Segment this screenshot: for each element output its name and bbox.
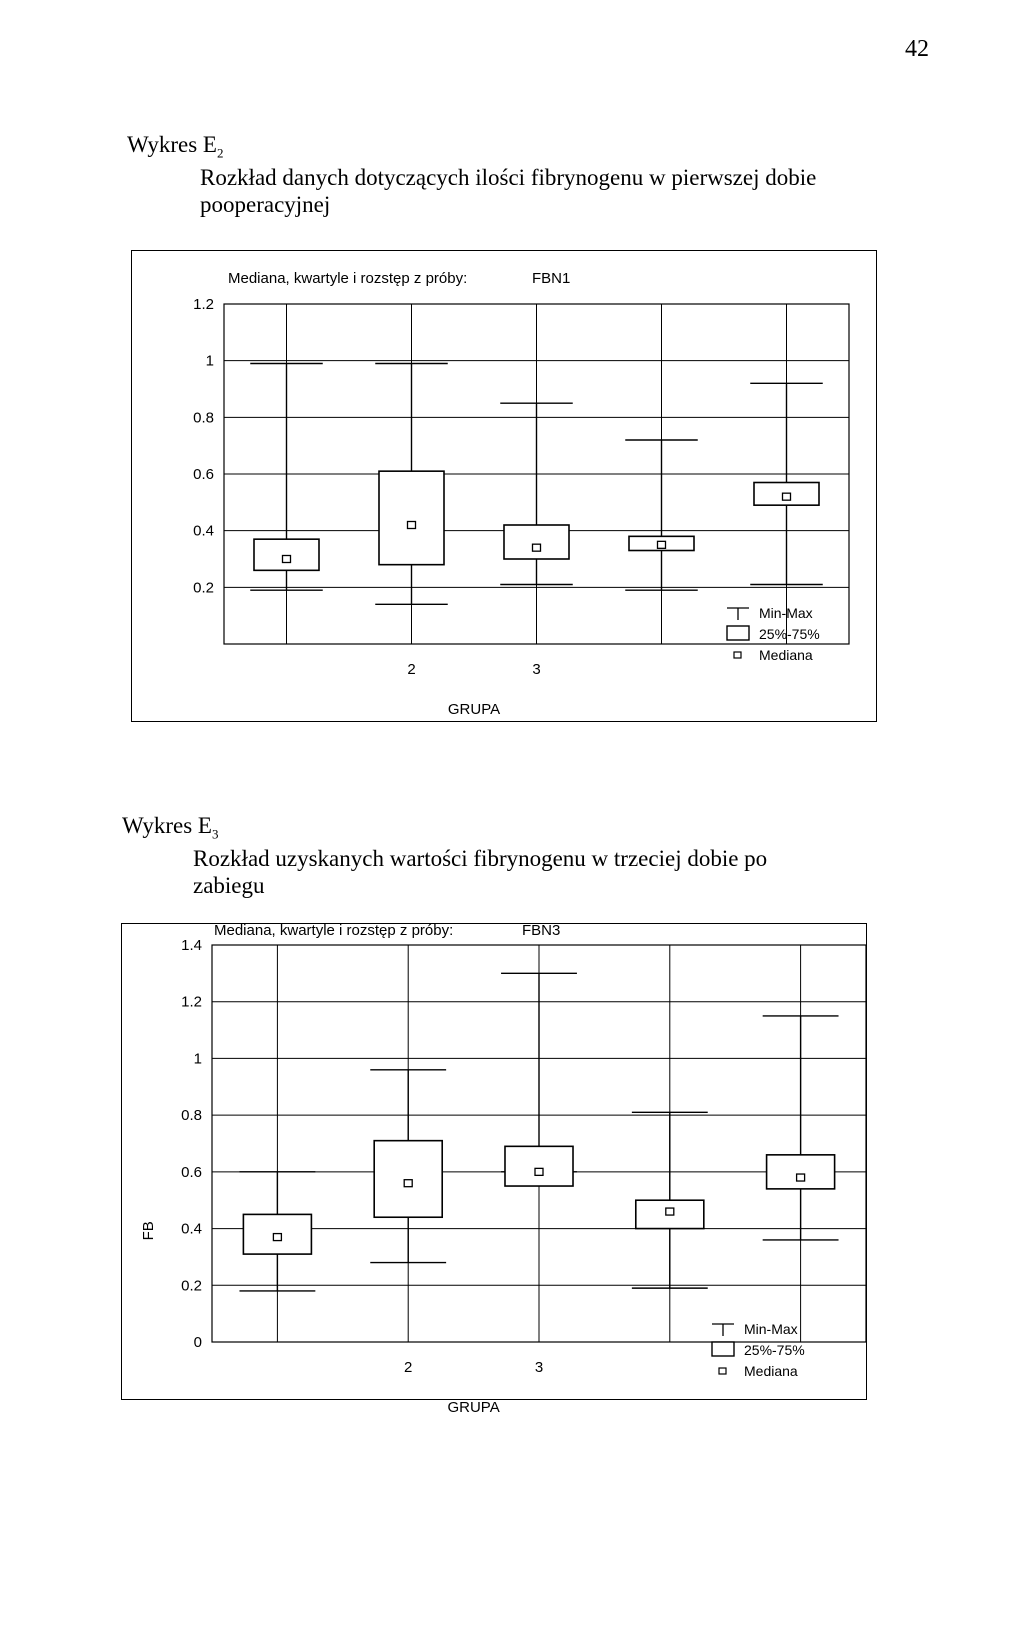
y-tick-label: 0.4	[181, 1220, 202, 1238]
median-marker	[658, 541, 666, 548]
x-tick-label: 3	[532, 661, 541, 678]
chart-panel-fbn1	[131, 250, 877, 722]
y-tick-label: 0.8	[193, 409, 214, 427]
x-axis-label: GRUPA	[447, 701, 501, 718]
median-marker	[408, 522, 416, 529]
chart-legend	[727, 605, 820, 663]
y-tick-label: 0.2	[193, 579, 214, 597]
chart-title: Mediana, kwartyle i rozstęp z próby:	[214, 922, 454, 939]
y-tick-label: 1.2	[181, 993, 202, 1011]
legend-label: Min-Max	[744, 1321, 798, 1337]
legend-box-icon	[712, 1342, 734, 1356]
median-marker	[666, 1208, 674, 1215]
median-marker	[283, 556, 291, 563]
iqr-box	[505, 1146, 573, 1186]
y-tick-label: 0	[193, 1334, 202, 1351]
median-marker	[273, 1234, 281, 1241]
figure-label: Wykres $E_2$	[127, 132, 224, 161]
y-tick-label: 0.6	[181, 1163, 202, 1181]
median-marker	[783, 493, 791, 500]
y-tick-label: 0.4	[193, 522, 214, 540]
x-tick-label: 3	[534, 1359, 544, 1376]
boxplot-chart-fbn3	[122, 922, 866, 1416]
legend-box-icon	[727, 626, 749, 640]
x-axis-label: GRUPA	[447, 1399, 500, 1416]
chart-panel-fbn3	[121, 922, 867, 1416]
page-number: 42	[905, 36, 929, 62]
iqr-box	[254, 539, 319, 570]
chart-legend	[712, 1321, 805, 1379]
boxplot-chart-fbn1	[132, 251, 876, 721]
x-tick-label: 2	[407, 661, 416, 678]
legend-median-icon	[734, 652, 741, 658]
legend-median-icon	[719, 1368, 726, 1374]
legend-label: 25%-75%	[744, 1342, 805, 1358]
median-marker	[535, 1168, 543, 1175]
median-marker	[533, 544, 541, 551]
chart-title: Mediana, kwartyle i rozstęp z próby:	[228, 270, 468, 287]
y-tick-label: 1	[193, 1050, 202, 1068]
legend-label: Min-Max	[759, 605, 813, 621]
median-marker	[404, 1180, 412, 1187]
y-tick-label: 1.2	[193, 296, 214, 313]
y-tick-label: 0.6	[193, 466, 214, 483]
y-axis-label: FB	[140, 1221, 157, 1241]
iqr-box	[379, 471, 444, 565]
legend-label: 25%-75%	[759, 626, 820, 642]
figure-caption: Rozkład danych dotyczących ilości fibrynogenu w pierwszej dobie pooperacyjnej	[200, 165, 817, 217]
figure-label: Wykres $E_3$	[122, 813, 219, 842]
legend-label: Mediana	[759, 647, 813, 663]
chart-series-name: FBN3	[522, 922, 561, 939]
median-marker	[797, 1174, 805, 1181]
figure-caption: Rozkład uzyskanych wartości fibrynogenu w trzeciej dobie po zabiegu	[193, 846, 768, 898]
y-tick-label: 0.2	[181, 1277, 202, 1295]
iqr-box	[504, 525, 569, 559]
legend-label: Mediana	[744, 1363, 798, 1379]
y-tick-label: 1.4	[181, 937, 202, 954]
y-tick-label: 0.8	[181, 1107, 202, 1125]
y-tick-label: 1	[205, 352, 214, 370]
x-tick-label: 2	[404, 1359, 413, 1376]
iqr-box	[767, 1155, 835, 1189]
chart-series-name: FBN1	[532, 270, 571, 287]
iqr-box	[374, 1141, 442, 1218]
